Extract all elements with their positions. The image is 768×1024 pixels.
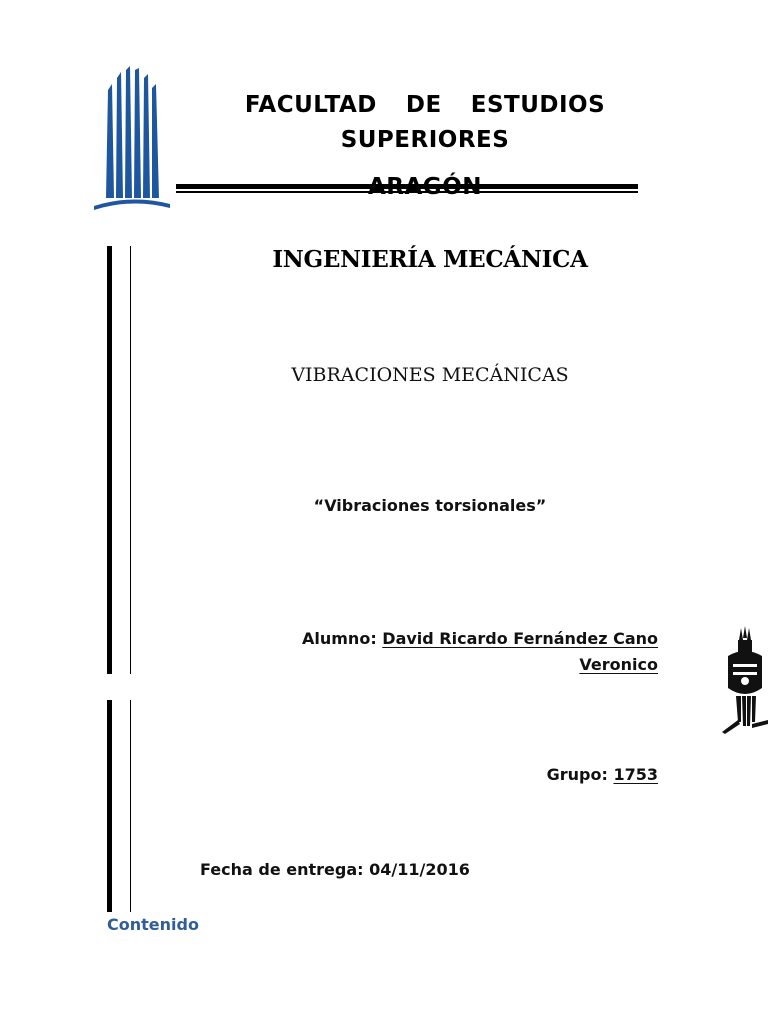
faculty-name-line-2: SUPERIORES bbox=[340, 127, 510, 153]
left-rule-thick-bottom bbox=[107, 700, 112, 912]
unam-seal-icon bbox=[722, 626, 768, 734]
topic-title: “Vibraciones torsionales” bbox=[313, 496, 547, 515]
group-label: Grupo: bbox=[546, 765, 614, 784]
delivery-date-line bbox=[200, 860, 470, 879]
student-label: Alumno: bbox=[302, 629, 383, 648]
fes-aragon-logo-icon bbox=[90, 66, 174, 212]
delivery-value: 04/11/2016 bbox=[369, 860, 470, 879]
student-line bbox=[302, 629, 658, 648]
student-name-2: Veronico bbox=[579, 655, 658, 674]
student-name-1: David Ricardo Fernández Cano bbox=[382, 629, 658, 648]
left-rule-thin-top bbox=[130, 246, 131, 674]
group-line bbox=[547, 765, 658, 784]
delivery-label: Fecha de entrega: bbox=[200, 860, 370, 879]
course-title: VIBRACIONES MECÁNICAS bbox=[291, 364, 569, 386]
student-line-2 bbox=[579, 655, 658, 674]
faculty-name-line-1: FACULTAD DE ESTUDIOS bbox=[244, 92, 606, 118]
faculty-name-line-3: ARAGÓN bbox=[368, 174, 482, 200]
toc-heading[interactable]: Contenido bbox=[107, 915, 199, 934]
left-rule-thin-bottom bbox=[130, 700, 131, 912]
career-title: INGENIERÍA MECÁNICA bbox=[272, 246, 588, 273]
left-rule-thick-top bbox=[107, 246, 112, 674]
group-value: 1753 bbox=[613, 765, 658, 784]
